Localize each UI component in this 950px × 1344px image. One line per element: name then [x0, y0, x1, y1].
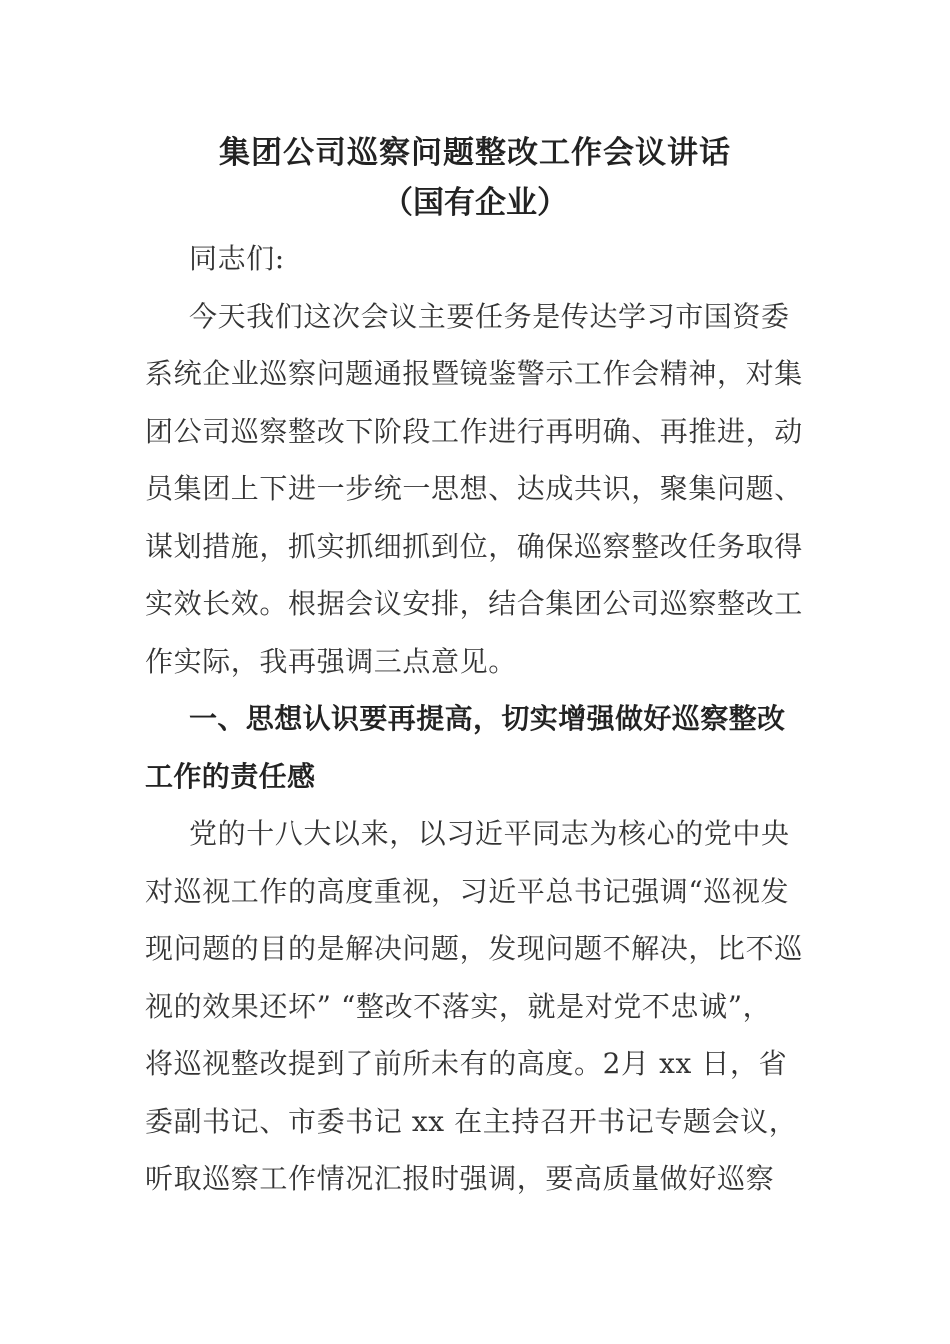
- document-subtitle: （国有企业）: [382, 185, 568, 221]
- paragraph-line: 实效长效。根据会议安排，结合集团公司巡察整改工: [145, 587, 803, 620]
- paragraph-line: 今天我们这次会议主要任务是传达学习市国资委: [189, 299, 790, 333]
- section-heading-1: [145, 690, 805, 805]
- paragraph-line: 团公司巡察整改下阶段工作进行再明确、再推进，动: [145, 414, 803, 448]
- paragraph-line: 委副书记、市委书记 xx 在主持召开书记专题会议，: [145, 1104, 798, 1138]
- paragraph-line: 视的效果还坏” “整改不落实，就是对党不忠诚”，: [145, 989, 772, 1023]
- paragraph-line: 现问题的目的是解决问题，发现问题不解决，比不巡: [145, 932, 803, 965]
- paragraph-line: 听取巡察工作情况汇报时强调，要高质量做好巡察: [145, 1162, 775, 1195]
- paragraph-line: 党的十八大以来，以习近平同志为核心的党中央: [189, 817, 790, 850]
- paragraph-2: [145, 805, 805, 1208]
- salutation: 同志们:: [189, 242, 285, 275]
- paragraph-line: 系统企业巡察问题通报暨镜鉴警示工作会精神，对集: [145, 357, 803, 390]
- paragraph-line: 谋划措施，抓实抓细抓到位，确保巡察整改任务取得: [145, 529, 803, 563]
- paragraph-line: 对巡视工作的高度重视，习近平总书记强调“巡视发: [145, 874, 790, 908]
- heading-line: 一、思想认识要再提高，切实增强做好巡察整改: [189, 702, 786, 735]
- heading-line: 工作的责任感: [145, 759, 316, 793]
- paragraph-line: 作实际，我再强调三点意见。: [145, 644, 517, 678]
- paragraph-line: 员集团上下进一步统一思想、达成共识，聚集问题、: [145, 472, 803, 505]
- document-page: [145, 128, 805, 1208]
- document-title: 集团公司巡察问题整改工作会议讲话: [219, 135, 731, 171]
- paragraph-1: [145, 288, 805, 691]
- paragraph-line: 将巡视整改提到了前所未有的高度。2月 xx 日，省: [145, 1047, 788, 1080]
